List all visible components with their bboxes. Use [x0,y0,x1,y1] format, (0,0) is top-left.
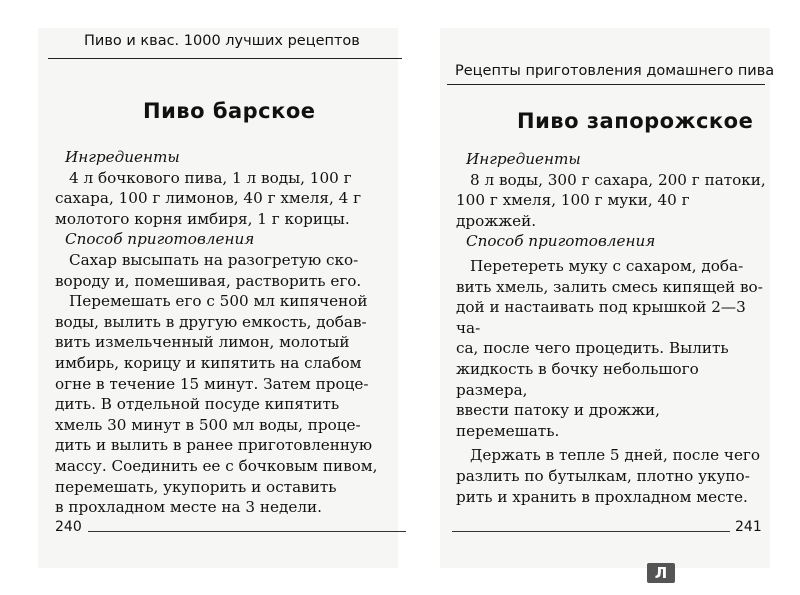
left-ingredients-heading: Ингредиенты [65,148,180,166]
text-line: воды, вылить в другую емкость, добав- [55,312,367,331]
left-recipe-body [55,147,400,518]
text-line: Перемешать его с 500 мл кипяченой [69,292,368,311]
text-line: рить и хранить в прохладном месте. [456,487,748,506]
text-line: 100 г хмеля, 100 г муки, 40 г дрожжей. [456,191,690,230]
text-line: сахара, 100 г лимонов, 40 г хмеля, 4 г [55,189,362,208]
right-page-number: 241 [735,519,762,535]
right-footer-rule [452,531,730,532]
text-line: Сахар высыпать на разогретую ско- [69,250,359,269]
right-recipe-body [456,149,768,507]
text-line: перемешать, укупорить и оставить [55,477,337,496]
text-line: ввести патоку и дрожжи, перемешать. [456,401,660,440]
right-method-heading: Способ приготовления [466,232,656,251]
text-line: разлить по бутылкам, плотно укупо- [456,466,750,485]
text-line: дить. В отдельной посуде кипятить [55,395,340,414]
right-header-rule [447,84,765,85]
text-line: массу. Соединить ее с бочковым пивом, [55,456,378,475]
text-line: 4 л бочкового пива, 1 л воды, 100 г [69,168,352,187]
text-line: Держать в тепле 5 дней, после чего [470,446,761,465]
text-line: вороду и, помешивая, растворить его. [55,271,362,290]
left-running-header: Пиво и квас. 1000 лучших рецептов [84,33,360,49]
left-footer-rule [88,531,406,532]
left-header-rule [48,58,402,59]
text-line: вить хмель, залить смесь кипящей во- [456,277,763,296]
text-line: Перетереть муку с сахаром, доба- [470,256,744,275]
left-method-heading: Способ приготовления [65,230,255,249]
right-ingredients-heading: Ингредиенты [466,150,581,168]
text-line: са, после чего процедить. Вылить [456,339,729,358]
text-line: вить измельченный лимон, молотый [55,333,350,352]
text-line: жидкость в бочку небольшого размера, [456,359,699,399]
text-line: молотого корня имбиря, 1 г корицы. [55,209,350,228]
right-running-header: Рецепты приготовления домашнего пива [455,63,775,79]
text-line: 8 л воды, 300 г сахара, 200 г патоки, [470,170,766,189]
left-page-number: 240 [55,519,82,535]
left-recipe-title: Пиво барское [143,99,316,123]
text-line: дить и вылить в ранее приготовленную [55,436,373,455]
right-recipe-title: Пиво запорожское [517,109,754,133]
text-line: имбирь, корицу и кипятить на слабом [55,353,362,372]
text-line: огне в течение 15 минут. Затем проце- [55,374,369,393]
text-line: в прохладном месте на 3 недели. [55,498,322,517]
publisher-logo-icon: Л [647,563,675,583]
text-line: хмель 30 минут в 500 мл воды, проце- [55,415,361,434]
text-line: дой и настаивать под крышкой 2—3 ча- [456,298,746,337]
